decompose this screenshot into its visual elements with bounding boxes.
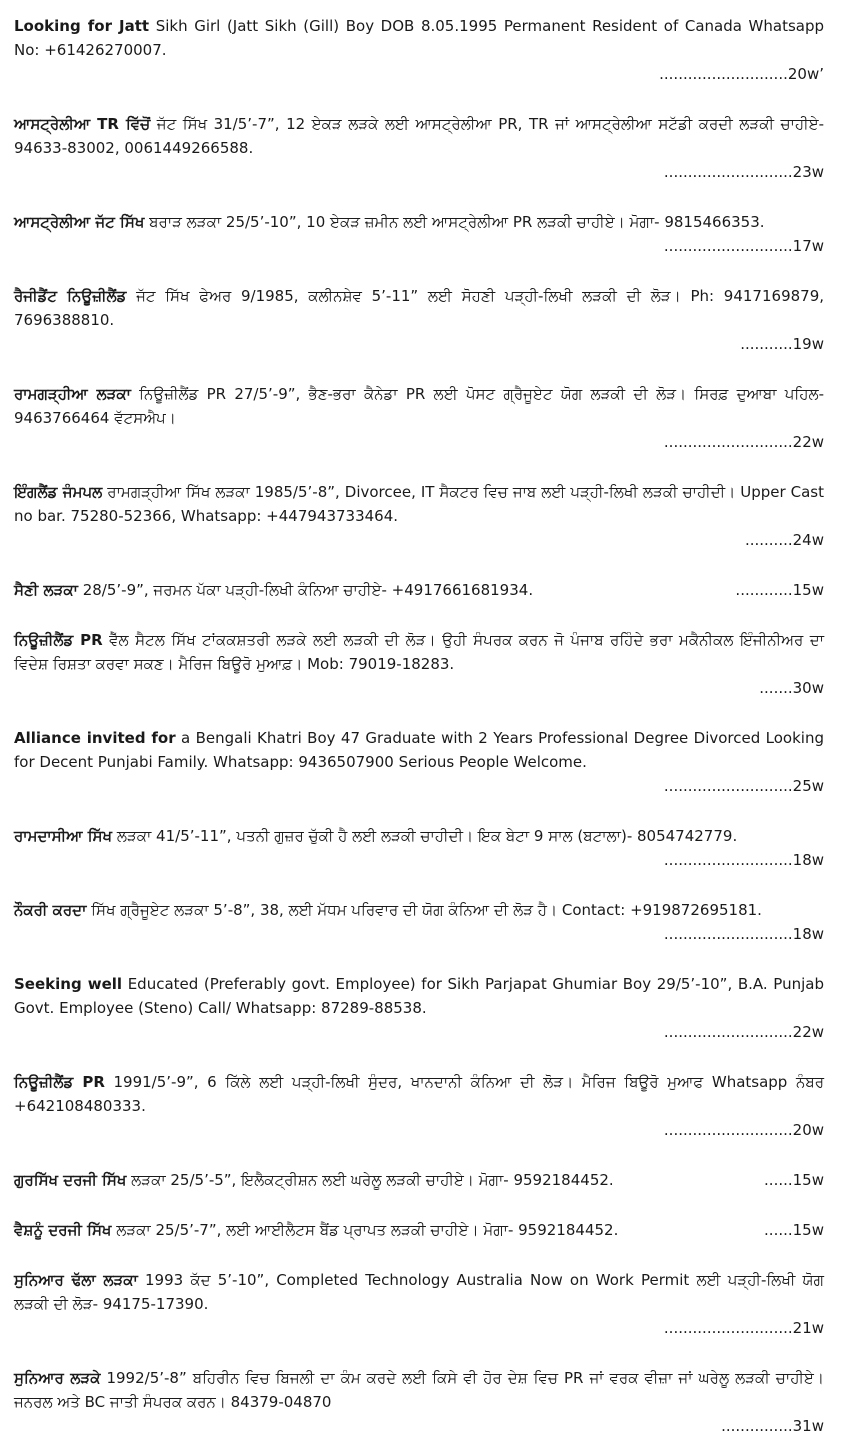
ad-lead: Seeking well <box>14 975 123 993</box>
ad-word-count: ...........................21w <box>663 1319 824 1337</box>
classified-ad-1 <box>14 14 824 86</box>
classified-ad-5 <box>14 382 824 454</box>
classified-ad-7 <box>14 578 824 602</box>
ad-text: ਬਰਾੜ ਲੜਕਾ 25/5’-10”, 10 ਏਕੜ ਜ਼ਮੀਨ ਲਈ ਆਸਟ੍ਰੇਲੀਆ PR ਲੜਕੀ ਚਾਹੀਏ। ਮੋਗਾ- 9815466353. <box>144 213 765 231</box>
ad-text: ਵੈੱਲ ਸੈਟਲ ਸਿੱਖ ਟਾਂਕਕਸ਼ਤਰੀ ਲੜਕੇ ਲਈ ਲੜਕੀ ਦੀ ਲੋੜ। ਉਹੀ ਸੰਪਰਕ ਕਰਨ ਜੋ ਪੰਜਾਬ ਰਹਿੰਦੇ ਭਰਾ ਮਕੈਨੀਕਲ ਇੰਜੀਨੀਅਰ ਦਾ ਵਿਦੇਸ਼ ਰਿਸ਼ਤਾ ਕਰਵਾ ਸਕਣ। ਮੈਰਿਜ ਬਿਊਰੋ ਮੁਆਫ਼। Mob: 79019-18283. <box>14 631 824 673</box>
ad-word-count: ...........19w <box>740 335 824 353</box>
classified-ad-9 <box>14 726 824 798</box>
ad-text: ਜੱਟ ਸਿੱਖ ਫੇਅਰ 9/1985, ਕਲੀਨਸ਼ੇਵ 5’-11” ਲਈ ਸੋਹਣੀ ਪੜ੍ਹੀ-ਲਿਖੀ ਲੜਕੀ ਦੀ ਲੋੜ। Ph: 9417169879, 7696388810. <box>14 287 825 329</box>
classified-ad-11 <box>14 898 824 946</box>
ad-lead: ਰਾਮਗੜ੍ਹੀਆ ਲੜਕਾ <box>14 385 131 403</box>
ad-text: 1991/5’-9”, 6 ਕਿੱਲੇ ਲਈ ਪੜ੍ਹੀ-ਲਿਖੀ ਸੁੰਦਰ, ਖਾਨਦਾਨੀ ਕੰਨਿਆ ਦੀ ਲੋੜ। ਮੈਰਿਜ ਬਿਊਰੋ ਮੁਆਫ Whatsapp ਨੰਬਰ +642108480333. <box>14 1073 824 1115</box>
ad-lead: ਇੰਗਲੈਂਡ ਜੰਮਪਲ <box>14 483 103 501</box>
ad-word-count: ...........................20w’ <box>659 65 824 83</box>
ad-lead: ਆਸਟ੍ਰੇਲੀਆ TR ਵਿੱਚੋਂ <box>14 115 151 133</box>
ad-lead: ਵੈਸ਼ਨੂੰ ਦਰਜੀ ਸਿੱਖ <box>14 1221 112 1239</box>
ad-text: Educated (Preferably govt. Employee) for Sikh Parjapat Ghumiar Boy 29/5’-10”, B.A. Punjab Govt. Employee (Steno) Call/ Whatsapp: 87289-88538. <box>14 975 824 1017</box>
ad-text: a Bengali Khatri Boy 47 Graduate with 2 Years Professional Degree Divorced Looking for Decent Punjabi Family. Whatsapp: 9436507900 Serious People Welcome. <box>14 729 824 771</box>
ad-text: ਰਾਮਗੜ੍ਹੀਆ ਸਿੱਖ ਲੜਕਾ 1985/5’-8”, Divorcee, IT ਸੈਕਟਰ ਵਿਚ ਜਾਬ ਲਈ ਪੜ੍ਹੀ-ਲਿਖੀ ਲੜਕੀ ਚਾਹੀਦੀ। Upper Cast no bar. 75280-52366, Whatsapp: +447943733464. <box>14 483 824 525</box>
ad-word-count: ...........................17w <box>663 237 824 255</box>
ad-lead: ਰੈਜੀਡੈਂਟ ਨਿਊਜ਼ੀਲੈਂਡ <box>14 287 127 305</box>
ad-lead: ਨਿਊਜ਼ੀਲੈਂਡ PR <box>14 1073 105 1091</box>
ad-text: 1993 ਕੱਦ 5’-10”, Completed Technology Australia Now on Work Permit ਲਈ ਪੜ੍ਹੀ-ਲਿਖੀ ਯੋਗ ਲੜਕੀ ਦੀ ਲੋੜ- 94175-17390. <box>14 1271 824 1313</box>
ad-word-count: ...............31w <box>721 1417 824 1435</box>
ad-text: ਜੱਟ ਸਿੱਖ 31/5’-7”, 12 ਏਕੜ ਲੜਕੇ ਲਈ ਆਸਟ੍ਰੇਲੀਆ PR, TR ਜਾਂ ਆਸਟ੍ਰੇਲੀਆ ਸਟੱਡੀ ਕਰਦੀ ਲੜਕੀ ਚਾਹੀਏ- 94633-83002, 0061449266588. <box>14 115 824 157</box>
ad-word-count: ......15w <box>764 1221 824 1239</box>
classified-ad-14 <box>14 1168 824 1192</box>
ad-word-count: ..........24w <box>744 531 824 549</box>
ad-word-count: ...........................22w <box>663 1023 824 1041</box>
ad-text: ਲੜਕਾ 41/5’-11”, ਪਤਨੀ ਗੁਜ਼ਰ ਚੁੱਕੀ ਹੈ ਲਈ ਲੜਕੀ ਚਾਹੀਦੀ। ਇਕ ਬੇਟਾ 9 ਸਾਲ (ਬਟਾਲਾ)- 8054742779. <box>112 827 738 845</box>
ad-text: ਸਿੱਖ ਗ੍ਰੈਜੂਏਟ ਲੜਕਾ 5’-8”, 38, ਲਈ ਮੱਧਮ ਪਰਿਵਾਰ ਦੀ ਯੋਗ ਕੰਨਿਆ ਦੀ ਲੋੜ ਹੈ। Contact: +919872695181. <box>86 901 762 919</box>
ad-lead: ਰਾਮਦਾਸੀਆ ਸਿੱਖ <box>14 827 113 845</box>
classified-ad-8 <box>14 628 824 700</box>
ad-lead: ਨਿਊਜ਼ੀਲੈਂਡ PR <box>14 631 103 649</box>
classified-ad-12 <box>14 972 824 1044</box>
ad-lead: ਸੁਨਿਆਰ ਲੜਕੇ <box>14 1369 101 1387</box>
ad-text: ਲੜਕਾ 25/5’-7”, ਲਈ ਆਈਲੈਟਸ ਬੈਂਡ ਪ੍ਰਾਪਤ ਲੜਕੀ ਚਾਹੀਏ। ਮੋਗਾ- 9592184452. <box>111 1221 619 1239</box>
ad-text: ਨਿਊਜ਼ੀਲੈਂਡ PR 27/5’-9”, ਭੈਣ-ਭਰਾ ਕੈਨੇਡਾ PR ਲਈ ਪੋਸਟ ਗ੍ਰੈਜੂਏਟ ਯੋਗ ਲੜਕੀ ਦੀ ਲੋੜ। ਸਿਰਫ਼ ਦੁਆਬਾ ਪਹਿਲ- 9463766464 ਵੱਟਸਐਪ। <box>14 385 824 427</box>
ad-lead: Looking for Jatt <box>14 17 150 35</box>
ad-text: 28/5’-9”, ਜਰਮਨ ਪੱਕਾ ਪੜ੍ਹੀ-ਲਿਖੀ ਕੰਨਿਆ ਚਾਹੀਏ- +4917661681934. <box>77 581 534 599</box>
ad-lead: ਨੌਕਰੀ ਕਰਦਾ <box>14 901 87 919</box>
ad-word-count: ......15w <box>764 1171 824 1189</box>
ad-lead: ਗੁਰਸਿੱਖ ਦਰਜੀ ਸਿੱਖ <box>14 1171 127 1189</box>
ad-word-count: ...........................25w <box>663 777 824 795</box>
ad-text: ਲੜਕਾ 25/5’-5”, ਇਲੈਕਟ੍ਰੀਸ਼ਨ ਲਈ ਘਰੇਲੂ ਲੜਕੀ ਚਾਹੀਏ। ਮੋਗਾ- 9592184452. <box>126 1171 614 1189</box>
ad-lead: ਆਸਟ੍ਰੇਲੀਆ ਜੱਟ ਸਿੱਖ <box>14 213 145 231</box>
classified-ad-10 <box>14 824 824 872</box>
classified-ad-16 <box>14 1268 824 1340</box>
ad-text: Sikh Girl (Jatt Sikh (Gill) Boy DOB 8.05.1995 Permanent Resident of Canada Whatsapp No: +61426270007. <box>14 17 824 59</box>
classified-ad-15 <box>14 1218 824 1242</box>
ad-word-count: ...........................18w <box>663 851 824 869</box>
ad-word-count: .......30w <box>759 679 824 697</box>
ad-word-count: ...........................23w <box>663 163 824 181</box>
ad-word-count: ...........................18w <box>663 925 824 943</box>
ad-word-count: ...........................22w <box>663 433 824 451</box>
classified-ad-3 <box>14 210 824 258</box>
ad-lead: ਸੁਨਿਆਰ ਢੱਲਾ ਲੜਕਾ <box>14 1271 138 1289</box>
classified-ad-4 <box>14 284 824 356</box>
ad-lead: Alliance invited for <box>14 729 176 747</box>
classified-ad-2 <box>14 112 824 184</box>
classified-ad-6 <box>14 480 824 552</box>
ad-lead: ਸੈਣੀ ਲੜਕਾ <box>14 581 78 599</box>
ad-text: 1992/5’-8” ਬਹਿਰੀਨ ਵਿਚ ਬਿਜਲੀ ਦਾ ਕੰਮ ਕਰਦੇ ਲਈ ਕਿਸੇ ਵੀ ਹੋਰ ਦੇਸ਼ ਵਿਚ PR ਜਾਂ ਵਰਕ ਵੀਜ਼ਾ ਜਾਂ ਘਰੇਲੂ ਲੜਕੀ ਚਾਹੀਏ। ਜਨਰਲ ਅਤੇ BC ਜਾਤੀ ਸੰਪਰਕ ਕਰਨ। 84379-04870 <box>14 1369 825 1411</box>
ad-word-count: ............15w <box>735 581 824 599</box>
classified-ad-17 <box>14 1366 824 1438</box>
classified-ad-13 <box>14 1070 824 1142</box>
ad-word-count: ...........................20w <box>663 1121 824 1139</box>
